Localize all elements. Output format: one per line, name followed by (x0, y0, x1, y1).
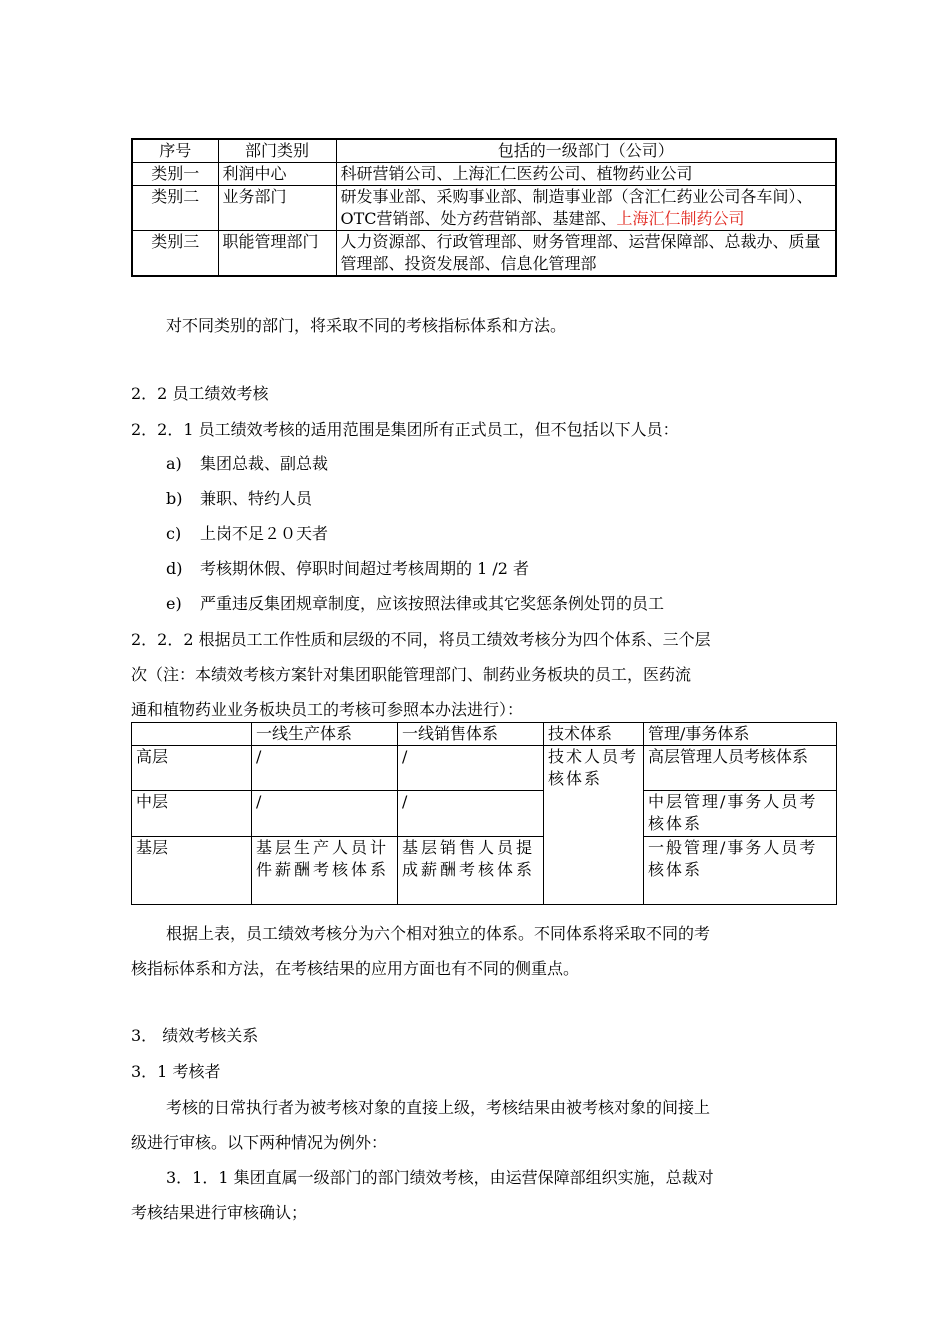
level-cell: 中层 (132, 791, 252, 837)
table-row (132, 746, 837, 791)
list-item (166, 452, 328, 476)
list-text: 考核期休假、停职时间超过考核周期的 1 /2 者 (200, 559, 530, 578)
list-marker: b) (166, 489, 183, 508)
subsection-heading: 2．2．1 员工绩效考核的适用范围是集团所有正式员工，但不包括以下人员： (131, 420, 679, 439)
header-cell (132, 723, 252, 746)
paragraph-line: 3．1．1 集团直属一级部门的部门绩效考核，由运营保障部组织实施，总裁对 (166, 1168, 714, 1187)
subsection-heading: 3．1 考核者 (131, 1062, 221, 1081)
list-item (166, 487, 312, 511)
production-cell: / (252, 746, 398, 791)
section-heading: 3． 绩效考核关系 (131, 1026, 259, 1045)
table-row (132, 186, 836, 231)
sales-cell: / (398, 791, 544, 837)
depts-text: 研发事业部、采购事业部、制造事业部（含汇仁药业公司各车间）、OTC营销部、处方药营销部、基建部、 (340, 187, 813, 228)
paragraph-line: 根据上表，员工绩效考核分为六个相对独立的体系。不同体系将采取不同的考 (166, 924, 711, 943)
list-marker: a) (166, 454, 182, 473)
header-cell: 一线销售体系 (398, 723, 544, 746)
category-type: 职能管理部门 (218, 231, 336, 277)
production-cell: / (252, 791, 398, 837)
paragraph-line: 核指标体系和方法，在考核结果的应用方面也有不同的侧重点。 (131, 959, 580, 978)
depts-text: 人力资源部、行政管理部、财务管理部、运营保障部、总裁办、质量管理部、投资发展部、信息化管理部 (340, 232, 821, 273)
header-cell: 序号 (132, 139, 218, 163)
mgmt-cell: 一般管理/事务人员考核体系 (644, 837, 837, 905)
paragraph-line: 考核结果进行审核确认； (131, 1203, 308, 1222)
paragraph-line: 2．2．2 根据员工工作性质和层级的不同，将员工绩效考核分为四个体系、三个层 (131, 630, 711, 649)
level-cell: 基层 (132, 837, 252, 905)
category-type: 业务部门 (218, 186, 336, 231)
list-item (166, 557, 529, 581)
production-cell: 基层生产人员计件薪酬考核体系 (252, 837, 398, 905)
header-cell: 技术体系 (544, 723, 644, 746)
paragraph-line: 级进行审核。以下两种情况为例外： (131, 1133, 388, 1152)
table-header-row (132, 139, 836, 163)
list-marker: e) (166, 594, 182, 613)
list-marker: c) (166, 524, 182, 543)
list-text: 上岗不足２０天者 (200, 524, 329, 543)
header-cell: 部门类别 (218, 139, 336, 163)
list-text: 集团总裁、副总裁 (200, 454, 329, 473)
list-item (166, 592, 664, 616)
list-marker: d) (166, 559, 183, 578)
tech-cell: 技术人员考核体系 (544, 746, 644, 905)
section-heading: 2．2 员工绩效考核 (131, 384, 269, 403)
header-cell: 管理/事务体系 (644, 723, 837, 746)
sales-cell: 基层销售人员提成薪酬考核体系 (398, 837, 544, 905)
list-item (166, 522, 328, 546)
mgmt-cell: 高层管理人员考核体系 (644, 746, 837, 791)
depts-highlight: 上海汇仁制药公司 (616, 209, 745, 228)
sales-cell: / (398, 746, 544, 791)
category-type: 利润中心 (218, 163, 336, 186)
depts-text: 科研营销公司、上海汇仁医药公司、植物药业公司 (340, 164, 693, 183)
category-no: 类别三 (132, 231, 218, 277)
category-depts (336, 231, 836, 277)
table-row (132, 791, 837, 837)
table-row (132, 163, 836, 186)
mgmt-cell: 中层管理/事务人员考核体系 (644, 791, 837, 837)
list-text: 严重违反集团规章制度，应该按照法律或其它奖惩条例处罚的员工 (200, 594, 665, 613)
list-text: 兼职、特约人员 (200, 489, 313, 508)
paragraph-line: 考核的日常执行者为被考核对象的直接上级，考核结果由被考核对象的间接上 (166, 1098, 711, 1117)
table-row (132, 231, 836, 277)
table-header-row (132, 723, 837, 746)
table-row (132, 837, 837, 905)
category-depts (336, 163, 836, 186)
level-cell: 高层 (132, 746, 252, 791)
paragraph: 对不同类别的部门，将采取不同的考核指标体系和方法。 (166, 316, 567, 335)
appraisal-system-table (131, 722, 837, 905)
department-category-table (131, 138, 837, 277)
category-depts (336, 186, 836, 231)
category-no: 类别一 (132, 163, 218, 186)
header-cell: 包括的一级部门（公司） (336, 139, 836, 163)
category-no: 类别二 (132, 186, 218, 231)
paragraph-line: 通和植物药业业务板块员工的考核可参照本办法进行）： (131, 700, 524, 719)
paragraph-line: 次（注：本绩效考核方案针对集团职能管理部门、制药业务板块的员工，医药流 (131, 665, 692, 684)
header-cell: 一线生产体系 (252, 723, 398, 746)
